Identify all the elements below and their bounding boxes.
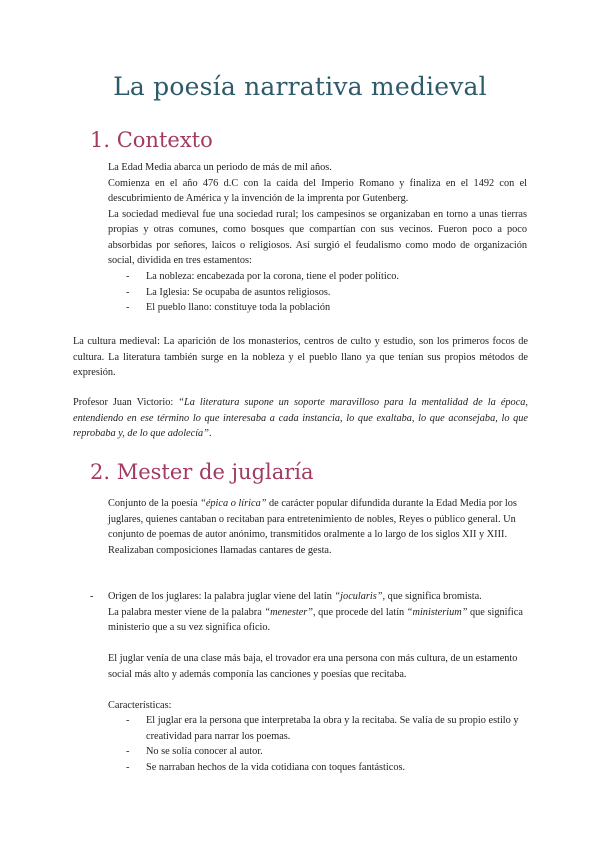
origen-paragraph: Origen de los juglares: la palabra juglar viene del latín “jocularis”, que significa bromista. La palabra mester viene de la palabra “menester”, que procede del latín “ministerium” que significa ministerio que a su vez significa oficio. — [108, 591, 523, 633]
caracteristicas-label: Características: — [108, 700, 172, 711]
juglar-paragraph: El juglar venía de una clase más baja, el trovador era una persona con más cultura, de un estamento social más alto y además componía las canciones y poesías que recitaba. — [108, 653, 518, 680]
mester-intro-paragraph: Conjunto de la poesía “épica o lírica” de carácter popular difundida durante la Edad Media por los juglares, quienes cantaban o recitaban para entretenimiento de nobles, Reyes o público general. Un conjunto de poemas de autor anónimo, transmitidos oralmente a lo largo de los siglos XII y XIII. Realizaban composiciones llamadas cantares de gesta. — [108, 496, 528, 558]
origin-dash: - — [90, 591, 94, 602]
caracteristicas-list — [126, 713, 528, 775]
section-heading-mester: 2. Mester de juglaría — [90, 460, 314, 484]
list-item: - El juglar era la persona que interpretaba la obra y la recitaba. Se valía de su propio estilo y creatividad para narrar los poemas. — [126, 715, 519, 742]
list-item: - No se solía conocer al autor. — [126, 746, 263, 757]
quote-paragraph: Profesor Juan Victorio: “La literatura supone un soporte maravilloso para la mentalidad de la época, entendiendo en ese término lo que interesaba a cada instancia, lo que exaltaba, lo que aconsejaba, lo que reprobaba y, de lo que adolecía”. — [73, 397, 528, 439]
list-item: - La nobleza: encabezada por la corona, tiene el poder político. — [126, 271, 400, 282]
quote-text: “La literatura supone un soporte maravilloso para la mentalidad de la época, entendiendo en ese término lo que interesaba a cada instancia, lo que exaltaba, lo que aconsejaba, lo que reprobaba y, de lo que adolecía” — [73, 397, 528, 439]
quote-author: Profesor Juan Victorio: — [73, 397, 179, 408]
sociedad-line: La sociedad medieval fue una sociedad rural; los campesinos se organizaban en torno a unas tierras propias y otras comunes, como bosques que compartían con sus vecinos. Fueron poco a poco absorbidas por señores, laicos o religiosos. Así surgió el feudalismo como modo de organización social, dividida en tres estamentos: — [108, 208, 527, 266]
list-item: - Se narraban hechos de la vida cotidiana con toques fantásticos. — [126, 761, 406, 773]
contexto-paragraph — [108, 160, 527, 269]
page-title: La poesía narrativa medieval — [113, 72, 487, 101]
comienza-line: Comienza en el año 476 d.C con la caída del Imperio Romano y finaliza en el 1492 con el descubrimiento de América y la invención de la imprenta por Gutenberg. — [108, 177, 527, 204]
estamentos-list — [126, 269, 526, 316]
cultura-paragraph: La cultura medieval: La aparición de los monasterios, centros de culto y estudio, son los primeros focos de cultura. La literatura también surge en la nobleza y el pueblo llano ya que tenían sus propios métodos de expresión. — [73, 336, 528, 378]
list-item: - La Iglesia: Se ocupaba de asuntos religiosos. — [126, 286, 331, 298]
cantares-line: Realizaban composiciones llamadas cantares de gesta. — [108, 544, 332, 556]
edad-media-line: La Edad Media abarca un periodo de más de mil años. — [108, 162, 332, 173]
list-item: - El pueblo llano: constituye toda la población — [126, 302, 331, 313]
section-heading-contexto: 1. Contexto — [90, 128, 213, 152]
